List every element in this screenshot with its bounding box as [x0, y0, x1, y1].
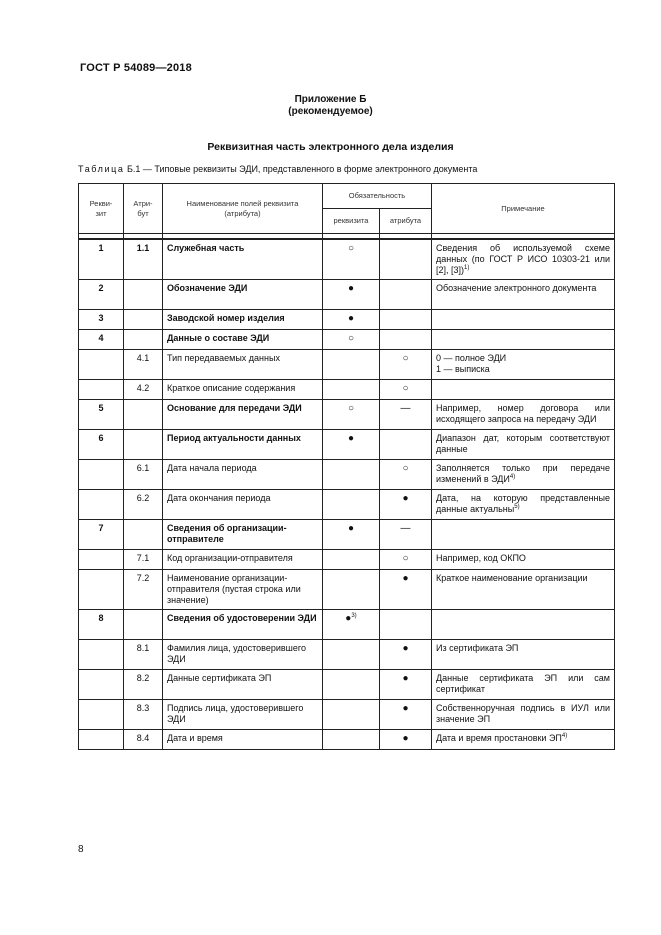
attribute-number-text: 4.2 [136, 383, 150, 393]
field-name-text: Сведения об удостоверении ЭДИ [167, 613, 317, 623]
attribute-number [124, 310, 163, 330]
requisite-number [79, 280, 124, 310]
attribute-number-text: 8.4 [136, 733, 150, 743]
attribute-mandatory [380, 700, 432, 730]
requisite-mandatory [323, 550, 380, 570]
note [432, 350, 615, 380]
attribute-mandatory [380, 610, 432, 640]
field-name-text: Данные сертификата ЭП [167, 673, 272, 683]
attribute-mandatory-text: ● [402, 493, 409, 504]
header-note: Примечание [432, 184, 615, 234]
footnote-ref: 3) [351, 613, 357, 619]
table-row [79, 280, 615, 310]
table-row [79, 490, 615, 520]
note-line-2: 1 — выписка [436, 364, 490, 374]
attribute-number [124, 330, 163, 350]
requisite-number [79, 610, 124, 640]
note-text: Заполняется только при передаче изменений в ЭДИ [436, 463, 610, 484]
attribute-mandatory [380, 520, 432, 550]
header-requisite: Рекви- зит [79, 184, 124, 234]
attribute-number [124, 380, 163, 400]
attribute-mandatory [380, 280, 432, 310]
requisite-mandatory-text: ● [347, 433, 355, 444]
attribute-number-text: 6.1 [136, 463, 150, 473]
requisite-number [79, 400, 124, 430]
requisite-mandatory [323, 239, 380, 280]
attribute-number [124, 640, 163, 670]
table-row [79, 550, 615, 570]
attribute-mandatory-text: ○ [402, 353, 409, 364]
note [432, 239, 615, 280]
standard-designation: ГОСТ Р 54089—2018 [80, 62, 192, 74]
attribute-number-text: 7.1 [136, 553, 150, 563]
field-name-text: Тип передаваемых данных [167, 353, 280, 363]
attribute-mandatory [380, 460, 432, 490]
table-row [79, 700, 615, 730]
requisite-number [79, 380, 124, 400]
field-name-text: Наименование организации-отправителя (пустая строка или значение) [167, 573, 301, 605]
attribute-mandatory [380, 550, 432, 570]
requisite-mandatory [323, 700, 380, 730]
attribute-mandatory [380, 380, 432, 400]
requisite-mandatory [323, 380, 380, 400]
requisite-mandatory-text: ● [345, 613, 352, 624]
field-name [163, 330, 323, 350]
note-text: Из сертификата ЭП [436, 643, 519, 653]
attribute-number-text: 8.1 [136, 643, 150, 653]
attribute-mandatory [380, 640, 432, 670]
attribute-mandatory-text: ● [402, 733, 409, 744]
field-name [163, 730, 323, 750]
requisite-number-text: 5 [98, 403, 104, 413]
attribute-mandatory [380, 350, 432, 380]
attribute-number [124, 350, 163, 380]
field-name-text: Краткое описание содержания [167, 383, 296, 393]
attribute-number-text: 8.3 [136, 703, 150, 713]
header-mandatory: Обязательность [323, 184, 432, 209]
note-text: Данные сертификата ЭП или сам сертификат [436, 673, 610, 694]
note-text: Краткое наименование организации [436, 573, 588, 583]
requisite-mandatory [323, 610, 380, 640]
field-name-text: Код организации-отправителя [167, 553, 293, 563]
attribute-mandatory [380, 330, 432, 350]
note [432, 460, 615, 490]
field-name [163, 700, 323, 730]
attribute-mandatory-text: — [400, 523, 411, 534]
attribute-mandatory [380, 310, 432, 330]
note [432, 490, 615, 520]
field-name [163, 640, 323, 670]
note [432, 610, 615, 640]
requisite-mandatory-text: ○ [347, 333, 355, 344]
attribute-number [124, 670, 163, 700]
note-text: Собственноручная подпись в ИУЛ или значение ЭП [436, 703, 610, 724]
header-mandatory-attribute: атрибута [380, 209, 432, 234]
requisite-number [79, 570, 124, 610]
requisite-number [79, 330, 124, 350]
attribute-number-text: 7.2 [136, 573, 150, 583]
table-row [79, 430, 615, 460]
note [432, 280, 615, 310]
requisite-mandatory-text: ● [347, 523, 355, 534]
field-name-text: Данные о составе ЭДИ [167, 333, 270, 343]
attribute-mandatory-text: — [400, 403, 411, 414]
field-name-text: Подпись лица, удостоверившего ЭДИ [167, 703, 304, 724]
attribute-mandatory-text: ○ [402, 463, 409, 474]
field-name-text: Заводской номер изделия [167, 313, 285, 323]
requisite-mandatory-text: ● [347, 283, 355, 294]
requisite-number [79, 310, 124, 330]
footnote-ref: 1) [464, 265, 470, 271]
attribute-number-text: 1.1 [136, 243, 150, 253]
attribute-mandatory-text: ○ [402, 553, 409, 564]
note [432, 700, 615, 730]
note-text: Дата, на которую представленные данные актуальны [436, 493, 610, 514]
attribute-mandatory-text: ○ [402, 383, 409, 394]
table-row [79, 350, 615, 380]
field-name [163, 670, 323, 700]
attribute-number [124, 730, 163, 750]
field-name-text: Период актуальности данных [167, 433, 301, 443]
table-row [79, 400, 615, 430]
requisite-mandatory-text: ○ [347, 403, 355, 414]
footnote-ref: 4) [561, 733, 568, 739]
note [432, 310, 615, 330]
note-text: Обозначение электронного документа [436, 283, 597, 293]
requisite-number [79, 239, 124, 280]
field-name [163, 520, 323, 550]
requisite-number-text: 4 [98, 333, 104, 343]
requisite-mandatory [323, 520, 380, 550]
header-field-name: Наименование полей реквизита (атрибута) [163, 184, 323, 234]
requisite-mandatory [323, 490, 380, 520]
note-text: Диапазон дат, которым соответствуют данные [436, 433, 610, 454]
attribute-mandatory [380, 730, 432, 750]
note-text: 0 — полное ЭДИ [436, 353, 507, 363]
note-text: Сведения об используемой схеме данных (по ГОСТ Р ИСО 10303-21 или [2], [3]) [436, 243, 610, 275]
header-attribute: Атри- бут [124, 184, 163, 234]
table-row [79, 730, 615, 750]
attribute-mandatory-text: ● [402, 673, 409, 684]
table-row [79, 460, 615, 490]
requisite-number-text: 2 [98, 283, 104, 293]
attribute-mandatory-text: ● [402, 643, 409, 654]
requisite-number [79, 640, 124, 670]
field-name [163, 610, 323, 640]
field-name-text: Сведения об организации-отправителе [167, 523, 287, 544]
attribute-number [124, 570, 163, 610]
attribute-number [124, 520, 163, 550]
field-name-text: Основание для передачи ЭДИ [167, 403, 302, 413]
attribute-mandatory [380, 239, 432, 280]
note [432, 330, 615, 350]
note [432, 550, 615, 570]
requisite-mandatory-text: ● [347, 313, 355, 324]
table-caption-text: Б.1 — Типовые реквизиты ЭДИ, представленного в форме электронного документа [124, 164, 478, 174]
table-caption-label: Таблица [78, 164, 125, 174]
attribute-number [124, 550, 163, 570]
requisite-number [79, 460, 124, 490]
table-row [79, 610, 615, 640]
requisite-number [79, 550, 124, 570]
attribute-number-text: 8.2 [136, 673, 150, 683]
attribute-number [124, 610, 163, 640]
table-row [79, 380, 615, 400]
field-name-text: Дата и время [167, 733, 223, 743]
table-row [79, 570, 615, 610]
attribute-mandatory-text: ● [402, 573, 409, 584]
appendix-subtitle: (рекомендуемое) [288, 106, 373, 117]
table-row [79, 310, 615, 330]
requisite-mandatory [323, 280, 380, 310]
table-caption [78, 164, 477, 174]
field-name [163, 550, 323, 570]
requisite-mandatory-text: ○ [347, 243, 355, 254]
field-name [163, 400, 323, 430]
attribute-number [124, 430, 163, 460]
note-text: Дата и время простановки ЭП [436, 733, 562, 743]
field-name [163, 350, 323, 380]
field-name-text: Фамилия лица, удостоверившего ЭДИ [167, 643, 306, 664]
note [432, 670, 615, 700]
field-name-text: Обозначение ЭДИ [167, 283, 248, 293]
requisite-mandatory [323, 460, 380, 490]
requisite-mandatory [323, 310, 380, 330]
requisite-mandatory [323, 670, 380, 700]
requisite-number [79, 520, 124, 550]
attribute-number-text: 4.1 [136, 353, 150, 363]
field-name [163, 280, 323, 310]
section-title: Реквизитная часть электронного дела изделия [207, 141, 454, 153]
requisite-number-text: 8 [98, 613, 104, 623]
note [432, 400, 615, 430]
table-row [79, 330, 615, 350]
field-name-text: Служебная часть [167, 243, 245, 253]
note [432, 380, 615, 400]
field-name [163, 380, 323, 400]
footnote-ref: 4) [509, 474, 516, 480]
requisite-number [79, 730, 124, 750]
attribute-number [124, 239, 163, 280]
attribute-mandatory [380, 430, 432, 460]
page-number: 8 [78, 844, 84, 855]
footnote-ref: 5) [514, 504, 520, 510]
attribute-mandatory [380, 490, 432, 520]
requisite-number [79, 350, 124, 380]
field-name [163, 460, 323, 490]
attribute-number [124, 490, 163, 520]
requisite-number [79, 490, 124, 520]
attribute-number [124, 700, 163, 730]
field-name-text: Дата начала периода [167, 463, 257, 473]
table-row [79, 520, 615, 550]
attribute-mandatory [380, 670, 432, 700]
field-name [163, 570, 323, 610]
requisite-mandatory [323, 400, 380, 430]
attribute-number-text: 6.2 [136, 493, 150, 503]
requisite-number-text: 7 [98, 523, 104, 533]
appendix-title: Приложение Б [294, 94, 367, 105]
note [432, 430, 615, 460]
attribute-number [124, 460, 163, 490]
requisite-number-text: 3 [98, 313, 104, 323]
field-name [163, 310, 323, 330]
note [432, 570, 615, 610]
requisite-mandatory [323, 640, 380, 670]
note [432, 640, 615, 670]
requisite-number-text: 6 [98, 433, 104, 443]
attribute-mandatory [380, 570, 432, 610]
field-name [163, 239, 323, 280]
requisite-number [79, 670, 124, 700]
table-row [79, 239, 615, 280]
requisites-table [78, 183, 615, 750]
requisite-mandatory [323, 350, 380, 380]
attribute-number [124, 280, 163, 310]
attribute-mandatory-text: ● [402, 703, 409, 714]
requisite-mandatory [323, 730, 380, 750]
attribute-number [124, 400, 163, 430]
field-name [163, 490, 323, 520]
note-text: Например, номер договора или исходящего запроса на передачу ЭДИ [436, 403, 610, 424]
requisite-mandatory [323, 430, 380, 460]
requisite-mandatory [323, 330, 380, 350]
field-name-text: Дата окончания периода [167, 493, 271, 503]
requisite-number [79, 700, 124, 730]
field-name [163, 430, 323, 460]
note-text: Например, код ОКПО [436, 553, 526, 563]
note [432, 730, 615, 750]
requisite-mandatory [323, 570, 380, 610]
header-mandatory-requisite: реквизита [323, 209, 380, 234]
attribute-mandatory [380, 400, 432, 430]
table-row [79, 670, 615, 700]
table-row [79, 640, 615, 670]
requisite-number [79, 430, 124, 460]
note [432, 520, 615, 550]
requisite-number-text: 1 [98, 243, 104, 253]
